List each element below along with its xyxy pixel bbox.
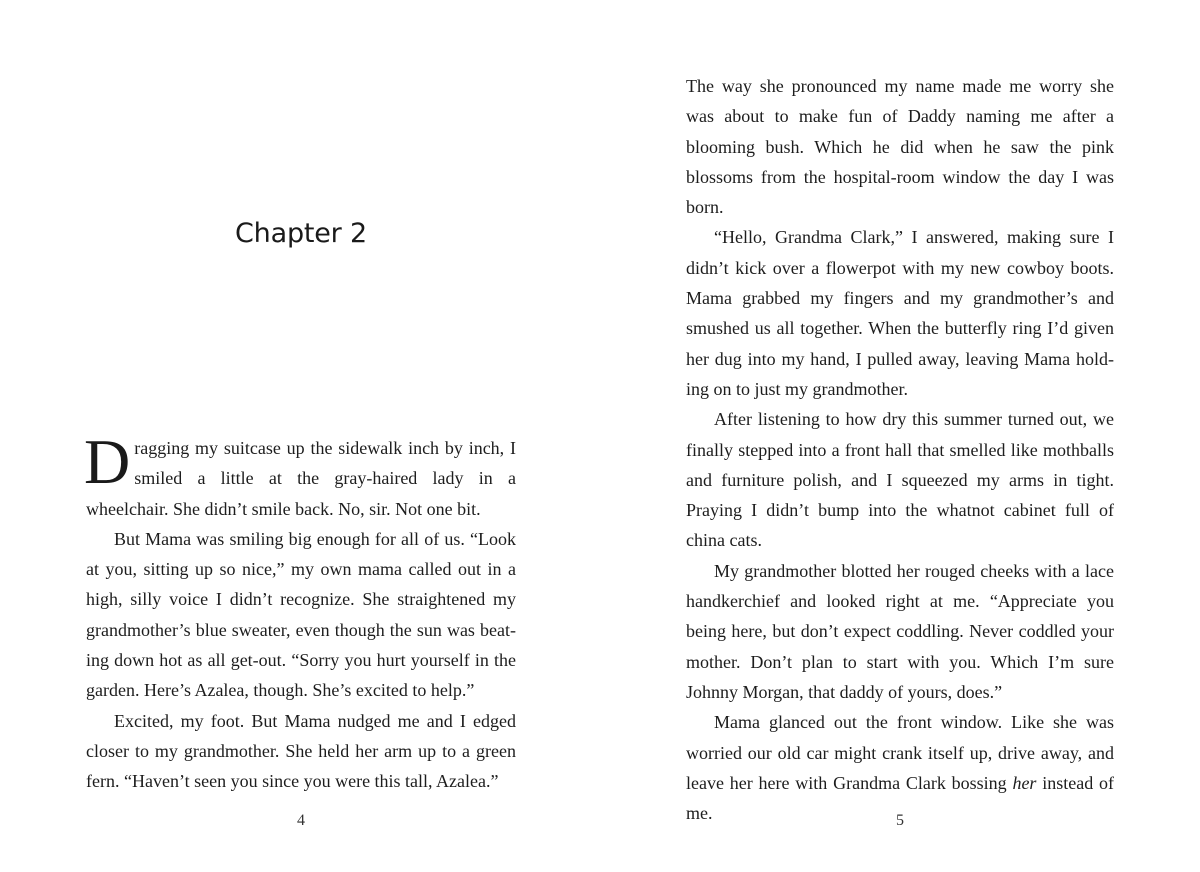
- emphasized-word: her: [1012, 772, 1037, 793]
- paragraph: Excited, my foot. But Mama nudged me and I edged closer to my grandmother. She held her arm up to a green fern. “Haven’t seen you since you were this tall, Azalea.”: [86, 710, 516, 792]
- paragraph: [686, 707, 1114, 828]
- opening-paragraph-text: ragging my suitcase up the sidewalk inch by inch, I smiled a little at the gray-haired lady in a wheelchair. She didn’t smile back. No, sir. Not one bit.: [86, 438, 516, 519]
- right-page-body: [686, 71, 1114, 828]
- opening-paragraph: [84, 426, 516, 524]
- paragraph: “Hello, Grandma Clark,” I answered, making sure I didn’t kick over a flowerpot with my new cowboy boots. Mama grabbed my fingers and my grandmother’s and smushed us all together. When the butterfly ring I’d given her dug into my hand, I pulled away, leaving Mama holding on to just my grandmother.: [686, 227, 1114, 399]
- left-page-body: [84, 426, 516, 797]
- page-number: 4: [297, 812, 305, 829]
- left-page: [86, 0, 516, 872]
- paragraph-text: Mama glanced out the front window. Like she was worried our old car might crank itself up, drive away, and leave her here with Grandma Clark bossing: [686, 712, 1114, 793]
- drop-cap: D: [84, 426, 131, 497]
- paragraph-text: instead of me.: [686, 772, 1114, 824]
- paragraph: But Mama was smiling big enough for all of us. “Look at you, sitting up so nice,” my own mama called out in a high, silly voice I didn’t recognize. She straightened my grandmother’s blue sweater, even though the sun was beating down hot as all get-out. “Sorry you hurt yourself in the garden. Here’s Azalea, though. She’s excited to help.”: [86, 528, 516, 701]
- continued-paragraph: The way she pronounced my name made me worry she was about to make fun of Daddy naming me after a blooming bush. Which he did when he saw the pink blossoms from the hospital-room window the day I was born.: [686, 76, 1114, 218]
- paragraph: After listening to how dry this summer turned out, we finally stepped into a front hall that smelled like mothballs and furniture polish, and I squeezed my arms in tight. Praying I didn’t bump into the whatnot cabinet full of china cats.: [686, 409, 1114, 551]
- page-number: 5: [896, 812, 904, 829]
- paragraph: My grandmother blotted her rouged cheeks with a lace handkerchief and looked right at me. “Appreciate you being here, but don’t expect coddling. Never coddled your mother. Don’t plan to start with you. Which I’m sure Johnny Morgan, that daddy of yours, does.”: [686, 560, 1114, 702]
- chapter-title: Chapter 2: [235, 218, 367, 249]
- right-page: [686, 0, 1114, 872]
